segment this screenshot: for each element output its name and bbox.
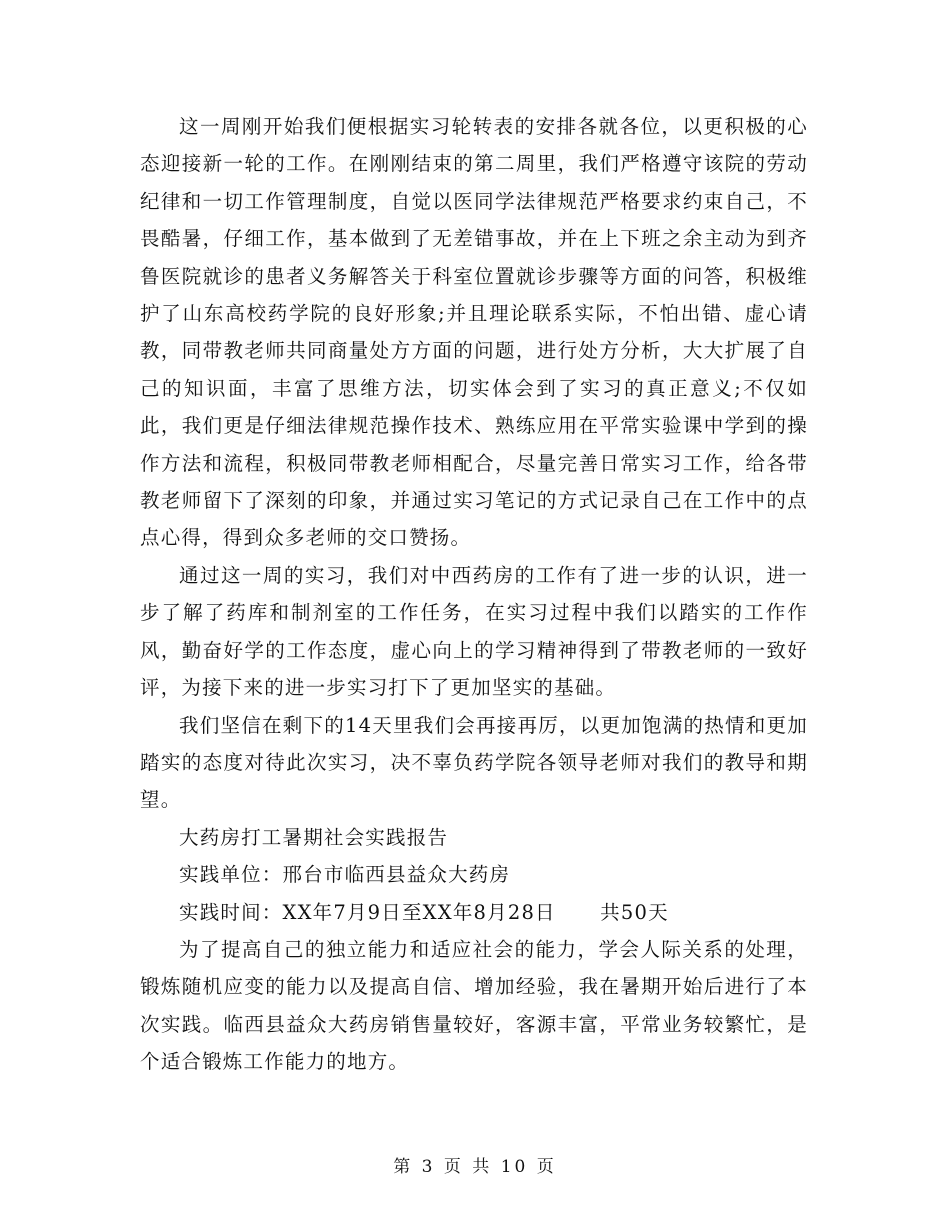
paragraph-internship-summary: 通过这一周的实习，我们对中西药房的工作有了进一步的认识，进一步了解了药库和制剂室的工作任务，在实习过程中我们以踏实的工作作风，勤奋好学的工作态度，虚心向上的学习精神得到了带教老师的一致好评，为接下来的进一步实习打下了更加坚实的基础。: [140, 563, 808, 700]
document-body: [140, 108, 808, 1081]
paragraph-future-commitment: 我们坚信在剩下的14天里我们会再接再厉，以更加饱满的热情和更加踏实的态度对待此次实习，决不辜负药学院各领导老师对我们的教导和期望。: [140, 713, 808, 812]
paragraph-practice-purpose: 为了提高自己的独立能力和适应社会的能力，学会人际关系的处理，锻炼随机应变的能力以及提高自信、增加经验，我在暑期开始后进行了本次实践。临西县益众大药房销售量较好，客源丰富，平常业务较繁忙，是个适合锻炼工作能力的地方。: [140, 937, 808, 1074]
practice-time: 实践时间：XX年7月9日至XX年8月28日 共50天: [179, 900, 669, 924]
paragraph-weekly-internship: 这一周刚开始我们便根据实习轮转表的安排各就各位，以更积极的心态迎接新一轮的工作。在刚刚结束的第二周里，我们严格遵守该院的劳动纪律和一切工作管理制度，自觉以医同学法律规范严格要求约束自己，不畏酷暑，仔细工作，基本做到了无差错事故，并在上下班之余主动为到齐鲁医院就诊的患者义务解答关于科室位置就诊步骤等方面的问答，积极维护了山东高校药学院的良好形象;并且理论联系实际，不怕出错、虚心请教，同带教老师共同商量处方方面的问题，进行处方分析，大大扩展了自己的知识面，丰富了思维方法，切实体会到了实习的真正意义;不仅如此，我们更是仔细法律规范操作技术、熟练应用在平常实验课中学到的操作方法和流程，积极同带教老师相配合，尽量完善日常实习工作，给各带教老师留下了深刻的印象，并通过实习笔记的方式记录自己在工作中的点点心得，得到众多老师的交口赞扬。: [140, 115, 808, 550]
report-title: 大药房打工暑期社会实践报告: [179, 825, 449, 849]
page-number-footer: 第 3 页 共 10 页: [393, 1157, 557, 1177]
practice-unit: 实践单位：邢台市临西县益众大药房: [179, 863, 511, 887]
